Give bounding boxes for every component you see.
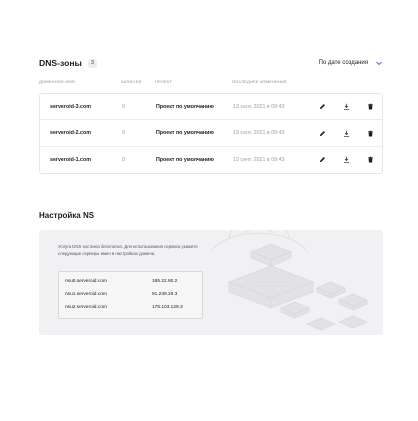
column-header-records: ЗАПИСЕЙ bbox=[121, 79, 142, 84]
sort-dropdown[interactable] bbox=[319, 59, 383, 67]
edit-icon[interactable] bbox=[318, 129, 326, 137]
zone-domain[interactable]: serveroid-3.com bbox=[50, 103, 91, 110]
ns-server-host[interactable]: nsu2.serveroid.com bbox=[65, 305, 107, 310]
zone-modified: 13 сент. 2021 в 09:43 bbox=[233, 156, 285, 163]
trash-icon[interactable] bbox=[366, 103, 374, 111]
ns-server-ip[interactable]: 185.22.60.2 bbox=[152, 279, 178, 284]
download-icon[interactable] bbox=[342, 129, 350, 137]
column-header-modified: ПОСЛЕДНЕЕ ИЗМЕНЕНИЕ bbox=[232, 79, 288, 84]
zone-domain[interactable]: serveroid-2.com bbox=[50, 130, 91, 137]
column-header-project: ПРОЕКТ bbox=[155, 79, 173, 84]
zone-records-count: 0 bbox=[122, 130, 125, 137]
table-row[interactable] bbox=[40, 94, 382, 120]
sort-label: По дате создания bbox=[318, 60, 368, 66]
edit-icon[interactable] bbox=[318, 156, 326, 164]
ns-description-line: Услуга DNS хостинга бесплатна. Для использования сервиса укажите bbox=[58, 244, 198, 249]
download-icon[interactable] bbox=[342, 103, 350, 111]
zone-project: Проект по умолчанию bbox=[156, 103, 214, 110]
ns-description-line: следующие серверы имен в настройках домена. bbox=[58, 251, 156, 256]
table-row[interactable] bbox=[40, 120, 382, 146]
trash-icon[interactable] bbox=[366, 129, 374, 137]
trash-icon[interactable] bbox=[366, 156, 374, 164]
ns-info-panel bbox=[39, 230, 383, 335]
zone-domain[interactable]: serveroid-1.com bbox=[50, 156, 91, 163]
column-header-domain: ДОМЕННОЕ ИМЯ bbox=[39, 79, 75, 84]
download-icon[interactable] bbox=[342, 156, 350, 164]
ns-server-row bbox=[59, 302, 202, 315]
page-title: DNS-зоны bbox=[39, 58, 82, 68]
zones-table bbox=[39, 93, 383, 174]
ns-server-ip[interactable]: 91.239.26.3 bbox=[152, 292, 178, 297]
zone-records-count: 0 bbox=[122, 103, 125, 110]
ns-server-host[interactable]: nsu1.serveroid.com bbox=[65, 292, 107, 297]
ns-description bbox=[58, 243, 258, 257]
zone-project: Проект по умолчанию bbox=[156, 156, 214, 163]
zone-modified: 13 сент. 2021 в 09:43 bbox=[233, 130, 285, 137]
zone-records-count: 0 bbox=[122, 156, 125, 163]
zone-project: Проект по умолчанию bbox=[156, 130, 214, 137]
table-row[interactable] bbox=[40, 147, 382, 173]
ns-server-ip[interactable]: 176.103.129.3 bbox=[152, 305, 183, 310]
chevron-down-icon bbox=[375, 59, 383, 67]
zone-modified: 13 сент. 2021 в 09:43 bbox=[233, 103, 285, 110]
table-column-headers bbox=[39, 79, 383, 87]
ns-server-row bbox=[59, 276, 202, 289]
ns-servers-list bbox=[58, 271, 203, 319]
ns-server-host[interactable]: nsu0.serveroid.com bbox=[65, 279, 107, 284]
zones-count-badge: 3 bbox=[88, 59, 97, 68]
zones-header bbox=[39, 56, 383, 70]
ns-section-title: Настройка NS bbox=[39, 211, 95, 220]
ns-server-row bbox=[59, 289, 202, 302]
edit-icon[interactable] bbox=[318, 103, 326, 111]
